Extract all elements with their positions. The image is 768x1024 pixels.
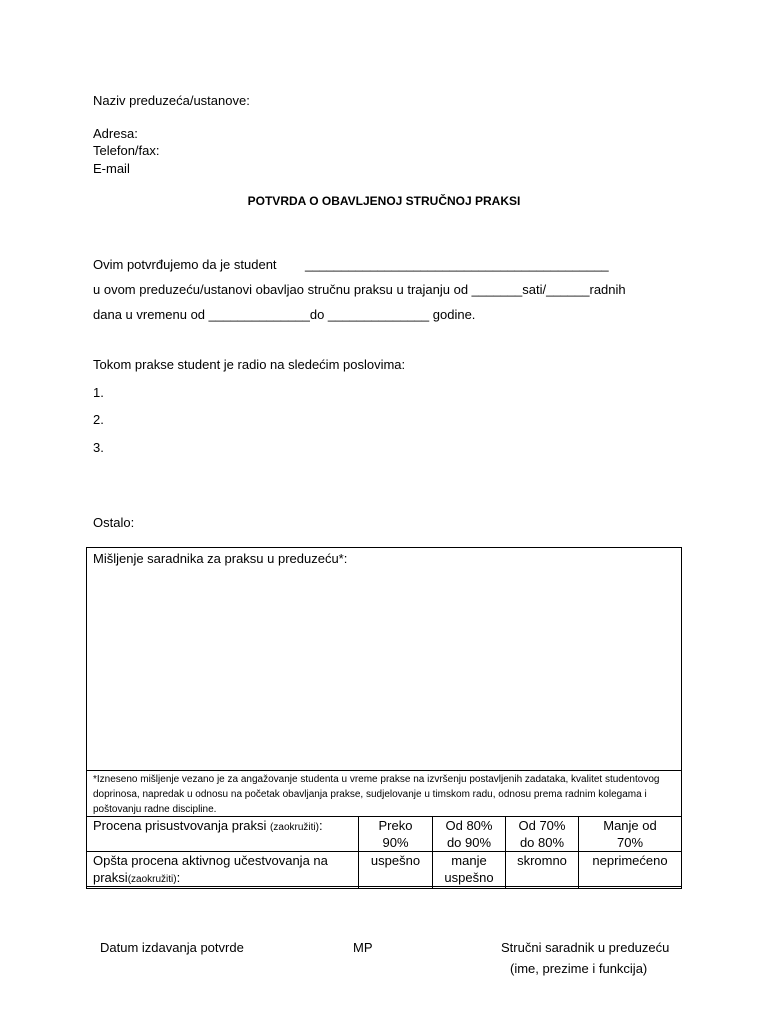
signer-note: (ime, prezime i funkcija) (510, 961, 648, 976)
option-line: do 90% (446, 835, 492, 850)
option-line: manje (451, 853, 487, 868)
attendance-label: Procena prisustvovanja praksi (93, 818, 267, 833)
phone-label: Telefon/fax: (93, 143, 160, 158)
attendance-option-under-70[interactable] (579, 817, 682, 852)
opinion-footnote: *Izneseno mišljenje vezano je za angažovanje studenta u vreme prakse na izvršenju postavljenih zadataka, kvalitet studentovog doprinosa, napredak u odnosu na početak obavljanja prakse, sudjelovanje u timskom radu, odnosu prema radnim kolegama i poštovanju radne discipline. (87, 770, 681, 816)
attendance-row (87, 817, 682, 852)
other-label: Ostalo: (93, 515, 135, 530)
option-line: 70% (616, 835, 644, 850)
duration-line: u ovom preduzeću/ustanovi obavljao stručnu praksu u trajanju od _______sati/______radnih (93, 282, 626, 297)
attendance-note: (zaokružiti) (270, 822, 319, 833)
option-line: Od 70% (518, 818, 566, 833)
option-line: 90% (382, 835, 409, 850)
activity-label-cell (87, 852, 359, 889)
option-line: uspešno (444, 870, 494, 885)
email-label: E-mail (93, 161, 130, 176)
option-line: skromno (517, 853, 567, 868)
activity-option-unnoticed[interactable] (579, 852, 682, 889)
signer-label: Stručni saradnik u preduzeću (501, 940, 670, 955)
issue-date-label: Datum izdavanja potvrde (100, 940, 244, 955)
student-name-blank: __________________________________________ (305, 257, 609, 272)
activity-note: (zaokružiti) (127, 874, 177, 885)
attendance-colon: : (318, 818, 323, 833)
tasks-intro: Tokom prakse student je radio na sledećim poslovima: (93, 357, 406, 372)
period-line: dana u vremenu od ______________do ______________ godine. (93, 307, 476, 322)
attendance-option-70-80[interactable] (506, 817, 579, 852)
activity-option-less-successful[interactable] (433, 852, 506, 889)
task-item-3: 3. (93, 440, 104, 455)
stamp-label: MP (353, 940, 373, 955)
document-title: POTVRDA O OBAVLJENOJ STRUČNOJ PRAKSI (247, 194, 521, 208)
company-name-label: Naziv preduzeća/ustanove: (93, 93, 250, 108)
address-label: Adresa: (93, 126, 138, 141)
attendance-option-over-90[interactable] (359, 817, 433, 852)
activity-label-line2: praksi (93, 870, 128, 885)
option-line: neprimećeno (592, 853, 668, 868)
option-line: Manje od (603, 818, 657, 833)
opinion-box (86, 547, 682, 887)
opinion-heading: Mišljenje saradnika za praksu u preduzeću*: (93, 551, 348, 566)
grading-table (86, 816, 682, 889)
attendance-label-cell (87, 817, 359, 852)
activity-colon: : (176, 870, 181, 885)
activity-label-line1: Opšta procena aktivnog učestvovanja na (93, 853, 328, 868)
option-line: Od 80% (445, 818, 493, 833)
task-item-2: 2. (93, 412, 104, 427)
activity-option-modest[interactable] (506, 852, 579, 889)
attendance-option-80-90[interactable] (433, 817, 506, 852)
activity-option-successful[interactable] (359, 852, 433, 889)
option-line: uspešno (370, 853, 421, 868)
activity-row (87, 852, 682, 889)
option-line: do 80% (519, 835, 565, 850)
task-item-1: 1. (93, 385, 104, 400)
option-line: Preko (378, 818, 413, 833)
student-line-text: Ovim potvrđujemo da je student (93, 257, 277, 272)
